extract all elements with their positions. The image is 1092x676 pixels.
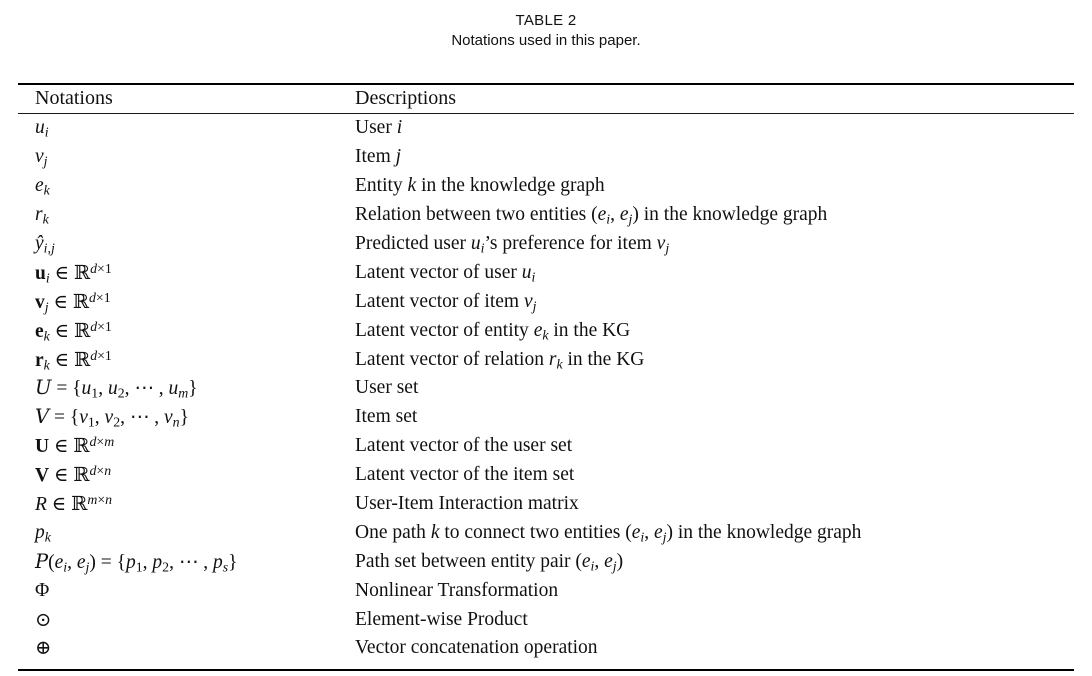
table-row	[18, 201, 1074, 230]
notation-cell: $r_k$	[35, 204, 49, 227]
table-caption	[0, 11, 1092, 50]
description-cell: Nonlinear Transformation	[355, 579, 559, 601]
description-cell: Latent vector of entity $e_k$ in the KG	[355, 319, 631, 343]
table-row	[18, 345, 1074, 374]
description-cell: Predicted user $u_i’s$ preference for item $v_j$	[355, 233, 670, 256]
table-row	[18, 172, 1074, 201]
notation-cell: $V = \{v_1$, $v_2$, ⋯ , $v_n$}	[35, 405, 189, 430]
notation-cell: $v_j$	[35, 146, 48, 169]
notation-cell: U ∈ ℝ$^{d\times m}$	[35, 434, 115, 458]
notation-cell: $u_i$	[35, 117, 49, 140]
table-row	[18, 316, 1074, 345]
table-row	[18, 432, 1074, 461]
notation-table	[18, 83, 1074, 671]
table-row	[18, 258, 1074, 287]
description-cell: Latent vector of the item set	[355, 464, 575, 486]
notation-cell: $u_i$ ∈ ℝ$^{d\times 1}$	[35, 260, 112, 286]
table-row	[18, 403, 1074, 432]
description-cell: User set	[355, 377, 419, 399]
notation-cell: $ŷ_{i,j}$	[35, 233, 55, 256]
table-row	[18, 287, 1074, 316]
description-cell: User-Item Interaction matrix	[355, 493, 579, 515]
description-cell: One path k to connect two entities ($e_i$, $e_j$) in the knowledge graph	[355, 521, 862, 545]
notation-cell: $p_k$	[35, 521, 51, 545]
description-cell: Latent vector of relation $r_k$ in the KG	[355, 348, 645, 372]
description-cell: Path set between entity pair ($e_i$, $e_j$)	[355, 550, 624, 574]
header-notations: Notations	[18, 84, 355, 114]
description-cell: Item j	[355, 146, 402, 168]
table-body	[18, 114, 1074, 670]
table-row	[18, 143, 1074, 172]
table-row	[18, 230, 1074, 259]
caption-label: TABLE 2	[515, 12, 577, 29]
table-row	[18, 605, 1074, 634]
description-cell: Vector concatenation operation	[355, 637, 598, 659]
table-row	[18, 576, 1074, 605]
header-row	[18, 84, 1074, 114]
table-row	[18, 114, 1074, 143]
description-cell: Entity k in the knowledge graph	[355, 175, 605, 197]
table-row	[18, 634, 1074, 670]
description-cell: Relation between two entities ($e_i$, $e_j$) in the knowledge graph	[355, 204, 828, 227]
notation-cell: V ∈ ℝ$^{d\times n}$	[35, 462, 112, 487]
notation-cell: R ∈ ℝ$^{m\times n}$	[35, 491, 113, 516]
table-row	[18, 518, 1074, 547]
description-cell: Latent vector of user $u_i$	[355, 261, 536, 285]
description-cell: Latent vector of item $v_j$	[355, 290, 537, 314]
notation-cell: $r_k$ ∈ ℝ$^{d\times 1}$	[35, 347, 112, 373]
table-head	[18, 84, 1074, 114]
notation-cell: ⊙	[35, 609, 52, 631]
description-cell: User i	[355, 117, 403, 139]
table-row	[18, 461, 1074, 490]
caption-title: Notations used in this paper.	[451, 32, 641, 49]
description-cell: Element-wise Product	[355, 608, 528, 630]
table-row	[18, 547, 1074, 576]
notation-cell: $v_j$ ∈ ℝ$^{d\times 1}$	[35, 289, 111, 315]
header-descriptions: Descriptions	[355, 84, 1074, 114]
description-cell: Item set	[355, 406, 418, 428]
table-row	[18, 490, 1074, 519]
description-cell: Latent vector of the user set	[355, 435, 573, 457]
notation-cell: Φ	[35, 579, 50, 601]
table-row	[18, 374, 1074, 403]
notation-cell: $P(e_i$, $e_j) = \{p_1$, $p_2$, ⋯ , $p_s$}	[35, 549, 238, 575]
notation-cell: ⊕	[35, 638, 52, 660]
notation-cell: $U = \{u_1$, $u_2$, ⋯ , $u_m$}	[35, 376, 198, 401]
notation-cell: $e_k$ ∈ ℝ$^{d\times 1}$	[35, 318, 112, 344]
notation-cell: $e_k$	[35, 175, 50, 198]
